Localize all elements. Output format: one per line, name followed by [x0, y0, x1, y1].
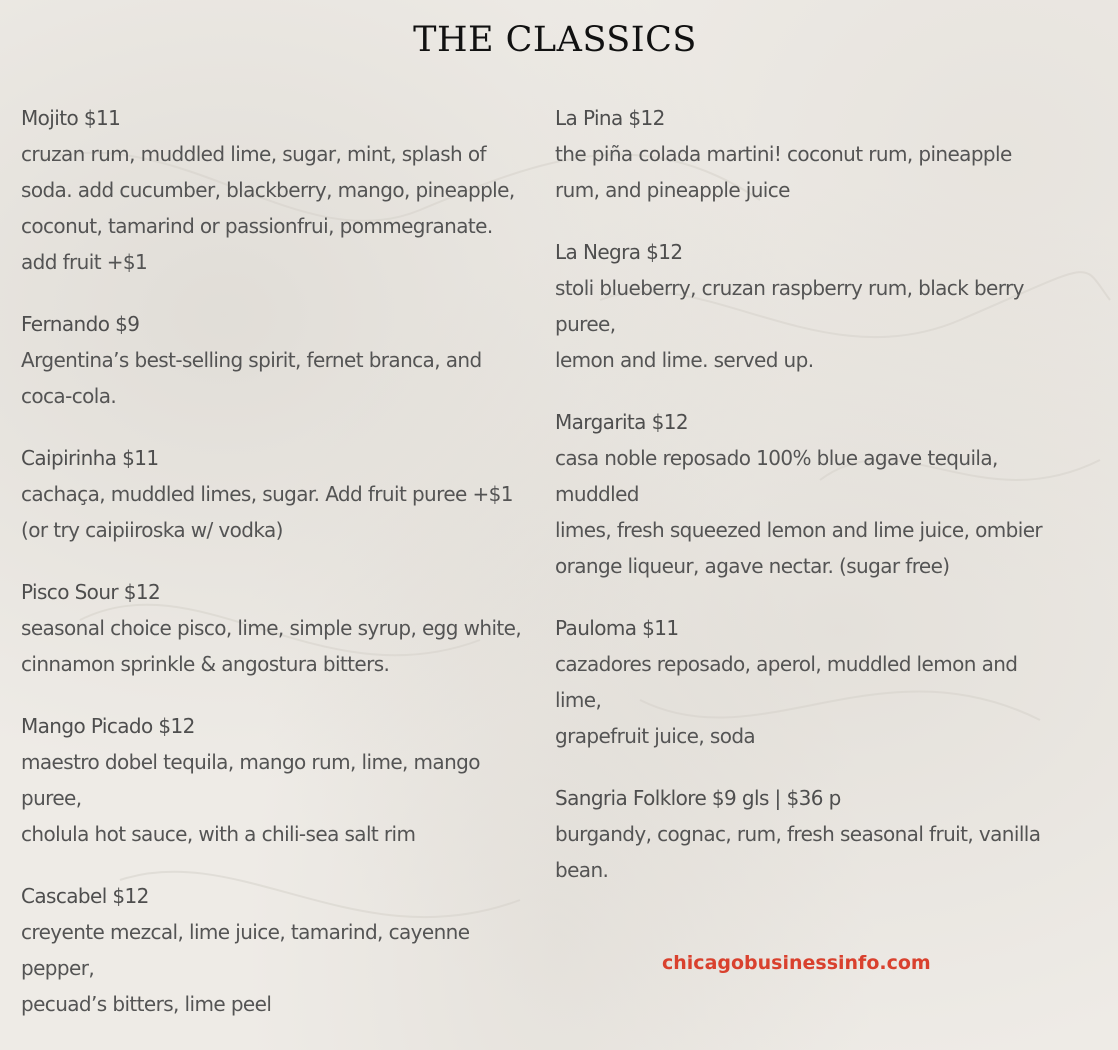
menu-item-cascabel: [21, 878, 561, 1022]
menu-item-pauloma: [555, 610, 1095, 754]
item-description-line: puree,: [21, 786, 82, 810]
item-description-line: maestro dobel tequila, mango rum, lime, mango: [21, 750, 480, 774]
item-description-line: muddled: [555, 482, 639, 506]
item-description-line: cinnamon sprinkle & angostura bitters.: [21, 652, 390, 676]
item-description-line: cholula hot sauce, with a chili-sea salt rim: [21, 822, 416, 846]
item-name: La Pina $12: [555, 106, 665, 130]
item-description-line: stoli blueberry, cruzan raspberry rum, black berry: [555, 276, 1024, 300]
item-description-line: lime,: [555, 688, 602, 712]
menu-item-pisco-sour: [21, 574, 561, 682]
item-description-line: (or try caipiiroska w/ vodka): [21, 518, 283, 542]
item-name: Sangria Folklore $9 gls | $36 p: [555, 786, 841, 810]
item-name: Cascabel $12: [21, 884, 149, 908]
item-description-line: grapefruit juice, soda: [555, 724, 756, 748]
item-description-line: limes, fresh squeezed lemon and lime juice, ombier: [555, 518, 1043, 542]
item-description-line: soda. add cucumber, blackberry, mango, pineapple,: [21, 178, 515, 202]
item-name: Mango Picado $12: [21, 714, 195, 738]
item-description-line: cazadores reposado, aperol, muddled lemon and: [555, 652, 1018, 676]
item-description-line: cruzan rum, muddled lime, sugar, mint, splash of: [21, 142, 486, 166]
item-description-line: pecuad’s bitters, lime peel: [21, 992, 272, 1016]
menu-column-right: [555, 100, 1095, 914]
menu-column-left: [21, 100, 561, 1048]
item-description-line: lemon and lime. served up.: [555, 348, 814, 372]
item-description-line: pepper,: [21, 956, 95, 980]
item-description-line: add fruit +$1: [21, 250, 148, 274]
menu-item-fernando: [21, 306, 561, 414]
menu-item-mango-picado: [21, 708, 561, 852]
item-name: Pisco Sour $12: [21, 580, 161, 604]
item-description-line: burgandy, cognac, rum, fresh seasonal fruit, vanilla: [555, 822, 1041, 846]
menu-item-margarita: [555, 404, 1095, 584]
item-name: Margarita $12: [555, 410, 688, 434]
item-description-line: seasonal choice pisco, lime, simple syrup, egg white,: [21, 616, 522, 640]
item-description-line: Argentina’s best-selling spirit, fernet branca, and: [21, 348, 482, 372]
item-description-line: coca-cola.: [21, 384, 117, 408]
item-description-line: rum, and pineapple juice: [555, 178, 790, 202]
item-name: Caipirinha $11: [21, 446, 159, 470]
item-description-line: puree,: [555, 312, 616, 336]
menu-item-la-negra: [555, 234, 1095, 378]
item-description-line: orange liqueur, agave nectar. (sugar free): [555, 554, 950, 578]
item-name: Pauloma $11: [555, 616, 679, 640]
item-description-line: the piña colada martini! coconut rum, pineapple: [555, 142, 1012, 166]
item-name: La Negra $12: [555, 240, 683, 264]
item-description-line: coconut, tamarind or passionfrui, pommegranate.: [21, 214, 493, 238]
item-description-line: casa noble reposado 100% blue agave tequila,: [555, 446, 998, 470]
website-watermark: chicagobusinessinfo.com: [662, 952, 931, 974]
item-name: Fernando $9: [21, 312, 140, 336]
item-description-line: cachaça, muddled limes, sugar. Add fruit puree +$1: [21, 482, 513, 506]
item-name: Mojito $11: [21, 106, 121, 130]
item-description-line: creyente mezcal, lime juice, tamarind, cayenne: [21, 920, 470, 944]
item-description-line: bean.: [555, 858, 609, 882]
menu-item-sangria-folklore: [555, 780, 1095, 888]
menu-item-mojito: [21, 100, 561, 280]
menu-item-caipirinha: [21, 440, 561, 548]
menu-title: THE CLASSICS: [413, 20, 697, 60]
menu-item-la-pina: [555, 100, 1095, 208]
